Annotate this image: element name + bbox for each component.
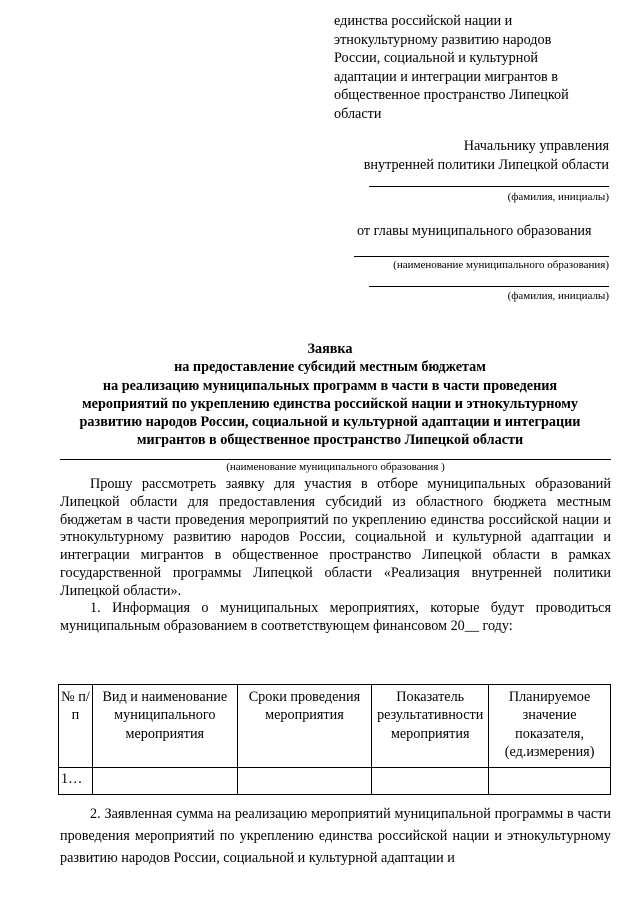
header-line: общественное пространство Липецкой	[334, 87, 569, 104]
table-cell[interactable]	[237, 768, 372, 795]
sender-from-text: от главы муниципального образования	[357, 223, 592, 239]
amount-paragraph-text: 2. Заявленная сумма на реализацию мероприятий муниципальной программы в части проведения мероприятий по укреплению единства российской нации и этнокультурному развитию народов России, социальной и культурной адаптации и	[60, 806, 611, 866]
header-block	[334, 12, 614, 124]
header-line: адаптации и интеграции мигрантов в	[334, 68, 558, 85]
addressee-line-1: Начальнику управления	[463, 138, 609, 154]
info-paragraph-text: 1. Информация о муниципальных мероприятиях, которые будут проводиться муниципальным образованием в соответствующем финансовом 20__ году:	[60, 600, 611, 634]
title-line: мероприятий по укреплению единства российской нации и этнокультурному	[82, 395, 578, 412]
header-line: области	[334, 105, 382, 122]
request-paragraph-text: Прошу рассмотреть заявку для участия в отборе муниципальных образований Липецкой области для предоставления субсидий из областного бюджета местным бюджетам в части проведения мероприятий по укреплению единства российской нации и этнокультурному развитию народов России, социальной и культурной адаптации и интеграции мигрантов в общественное пространство Липецкой области в рамках государственной программы Липецкой области «Реализация внутренней политики Липецкой области».	[60, 476, 611, 599]
table-cell[interactable]: 1…	[59, 768, 93, 795]
column-header-planned-value: Планируемое значение показателя, (ед.измерения)	[489, 685, 611, 768]
column-header-number: № п/п	[59, 685, 93, 768]
document-title	[40, 340, 620, 450]
title-line: Заявка	[307, 341, 353, 357]
table-cell[interactable]	[489, 768, 611, 795]
sender-fio-caption: (фамилия, инициалы)	[507, 290, 609, 302]
table-header-row	[59, 685, 611, 768]
header-line: этнокультурному развитию народов	[334, 31, 552, 48]
column-header-dates: Сроки проведения мероприятия	[237, 685, 372, 768]
sender-mo-field[interactable]	[354, 256, 609, 257]
header-line: единства российской нации и	[334, 13, 513, 29]
addressee-line-2: внутренней политики Липецкой области	[363, 156, 609, 173]
municipality-name-field[interactable]	[60, 459, 611, 460]
events-table	[58, 684, 611, 795]
title-line: мигрантов в общественное пространство Липецкой области	[136, 432, 524, 449]
table-row	[59, 768, 611, 795]
request-paragraph	[60, 476, 611, 601]
column-header-event: Вид и наименование муниципального мероприятия	[92, 685, 237, 768]
municipality-name-caption: (наименование муниципального образования )	[226, 461, 445, 473]
addressee-fio-field[interactable]	[369, 186, 609, 187]
info-paragraph	[60, 600, 611, 636]
column-header-indicator: Показатель результативности мероприятия	[372, 685, 489, 768]
amount-paragraph	[60, 803, 611, 869]
header-line: России, социальной и культурной	[334, 50, 539, 67]
addressee-fio-caption: (фамилия, инициалы)	[507, 191, 609, 203]
table-cell[interactable]	[92, 768, 237, 795]
title-line: развитию народов России, социальной и культурной адаптации и интеграции	[79, 414, 581, 431]
sender-mo-caption: (наименование муниципального образования)	[393, 259, 609, 271]
addressee-block	[364, 137, 609, 174]
title-line: на предоставление субсидий местным бюджетам	[174, 359, 486, 376]
sender-fio-field[interactable]	[369, 286, 609, 287]
title-line: на реализацию муниципальных программ в части в части проведения	[102, 377, 558, 394]
table-cell[interactable]	[372, 768, 489, 795]
